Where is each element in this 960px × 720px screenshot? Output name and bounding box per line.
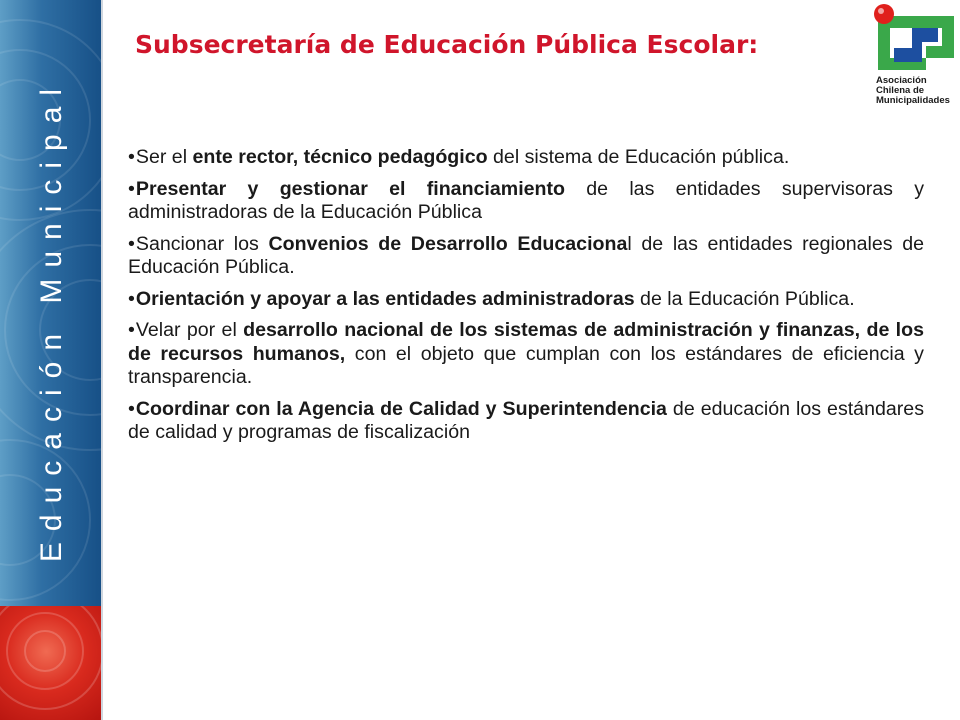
sidebar-red-block — [0, 606, 103, 720]
bullet-glyph: • — [128, 146, 135, 168]
bullet-glyph: • — [128, 287, 135, 310]
bullet-glyph: • — [128, 177, 135, 200]
bullet-item: •Velar por el desarrollo nacional de los sistemas de administración y finanzas, de los de recursos humanos, con el objeto que cumplan con los estándares de eficiencia y transparencia. — [128, 319, 924, 388]
sidebar-band — [0, 0, 103, 720]
bullet-list — [128, 146, 924, 453]
bullet-item: •Presentar y gestionar el financiamiento de las entidades supervisoras y administradoras de la Educación Pública — [128, 177, 924, 223]
bullet-item: •Coordinar con la Agencia de Calidad y Superintendencia de educación los estándares de calidad y programas de fiscalización — [128, 397, 924, 443]
bullet-glyph: • — [128, 319, 135, 341]
logo-caption — [876, 76, 950, 106]
red-swirl-pattern — [0, 606, 103, 720]
page-title: Subsecretaría de Educación Pública Escolar: — [135, 30, 759, 59]
sidebar-vertical-title: Educación Municipal — [35, 77, 68, 563]
logo-line-3: Municipalidades — [876, 95, 950, 106]
logo-line-1: Asociación — [876, 75, 927, 86]
bullet-glyph: • — [128, 232, 135, 255]
bullet-item: •Orientación y apoyar a las entidades administradoras de la Educación Pública. — [128, 287, 855, 310]
bullet-item: •Ser el ente rector, técnico pedagógico del sistema de Educación pública. — [128, 146, 790, 168]
logo-line-2: Chilena de — [876, 85, 925, 96]
sidebar-edge — [101, 0, 103, 720]
bullet-item: •Sancionar los Convenios de Desarrollo Educacional de las entidades regionales de Educación Pública. — [128, 232, 925, 278]
bullet-glyph: • — [128, 397, 135, 420]
